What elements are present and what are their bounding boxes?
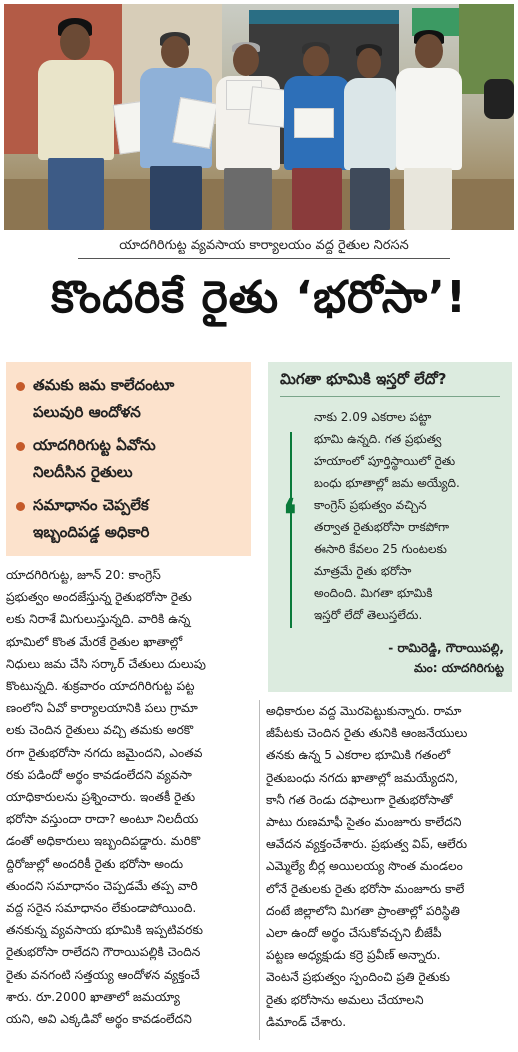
photo-caption: యాదగిరిగుట్ట వ్యవసాయ కార్యాలయం వద్ద రైతుల నిరసన [119, 238, 409, 253]
photo-motorbike [484, 79, 514, 119]
sidebox-body: నాకు 2.09 ఎకరాల పట్టా భూమి ఉన్నది. గత ప్రభుత్వ హయాంలో పూర్తిస్థాయిలో రైతు బంధు భూతాల్లో జమ అయ్యేది. కాంగ్రెస్ ప్రభుత్వం వచ్చిన తర్వాత రైతుభరోసా రాకపోగా ఈసారి కేవలం 25 గుంటలకు మాత్రమే రైతు భరోసా అందింది. మిగతా భూమికి ఇస్తరో లేదో తెలుస్తలేదు. [314, 410, 460, 622]
person-6 [392, 30, 464, 230]
highlights-box [6, 362, 251, 556]
bullet-icon [16, 442, 25, 451]
highlight-text: సమాధానం చెప్పలేక ఇబ్బందిపడ్డ అధికారి [33, 496, 150, 541]
highlight-item [16, 432, 243, 486]
quote-attribution: - రామిరెడ్డి, గౌరాయిపల్లి, మం: యాదగిరిగుట్ట [388, 641, 504, 675]
sidebox-title: మిగతా భూమికి ఇస్తరో లేదో? [280, 370, 447, 388]
highlight-item [16, 492, 243, 546]
article-column-1: యాదగిరిగుట్ట, జూన్ 20: కాంగ్రెస్ ప్రభుత్వం అందజేస్తున్న రైతుభరోసా రైతు లకు నిరాశే మిగులుస్తున్నది. వారికి ఉన్న భూమిలో కొంత మేరకే రైతుల ఖాతాల్లో నిధులు జమ చేసి సర్కార్ చేతులు దులుపు కొంటున్నది. శుక్రవారం యాదగిరిగుట్ట పట్ట ణంలోని ఏవో కార్యాలయానికి పలు గ్రామా లకు చెందిన రైతులు వచ్చి తమకు అరకొ రగా రైతుభరోసా నగదు జమైందని, ఎంతవ రకు పడిందో అర్థం కావడంలేదని వ్యవసా యాధికారులను ప్రశ్నించారు. ఇంతకీ రైతు భరోసా వస్తుందా రాదా? అంటూ నిలదీయ డంతో అధికారులు ఇబ్బందిపడ్డారు. మరికొ ద్దిరోజుల్లో అందరికీ రైతు భరోసా అందు తుందని సమాధానం చెప్పడమే తప్ప వారి వద్ద సరైన సమాధానం లేకుండాపోయింది. తనకున్న వ్యవసాయ భూమికి ఇప్పటివరకు రైతుభరోసా రాలేదని గౌరాయిపల్లికి చెందిన రైతు వనగంటి సత్తయ్య ఆందోళన వ్యక్తంచే శారు. రూ.2000 ఖాతాలో జమయ్యా యని, అవి ఎక్కడివో అర్థం కావడంలేదని [6, 568, 206, 1027]
bullet-icon [16, 502, 25, 511]
bullet-icon [16, 382, 25, 391]
quote-sidebox [268, 362, 512, 692]
document-paper [294, 108, 334, 138]
highlight-text: యాదగిరిగుట్ట ఏవోను నిలదీసిన రైతులు [33, 436, 156, 481]
article-column-2: అధికారుల వద్ద మొరపెట్టుకున్నారు. రామా జీపేటకు చెందిన రైతు తునికి ఆంజనేయులు తనకు ఉన్న 5 ఎకరాల భూమికి గతంలో రైతుబంధు నగదు ఖాతాల్లో జమయ్యేదని, కానీ గత రెండు దఫాలుగా రైతుభరోసాతో పాటు రుణమాఫీ సైతం మంజూరు కాలేదని ఆవేదన వ్యక్తంచేశారు. ప్రభుత్వ విప్, ఆలేరు ఎమ్మెల్యే బీర్ల అయిలయ్య సొంత మండలం లోనే రైతులకు రైతు భరోసా మంజూరు కాలే దంటే జిల్లాలోని మిగతా ప్రాంతాల్లో పరిస్థితి ఎలా ఉందో అర్థం చేసుకోవచ్చని బీజేపీ పట్టణ అధ్యక్షుడు కర్రె ప్రవీణ్ అన్నారు. వెంటనే ప్రభుత్వం స్పందించి ప్రతి రైతుకు రైతు భరోసాను అమలు చేయాలని డిమాండ్ చేశారు. [266, 704, 468, 1029]
person-1 [32, 18, 122, 230]
headline: కొందరికే రైతు ‘భరోసా’! [51, 272, 467, 323]
news-photo [4, 4, 514, 230]
highlight-item [16, 372, 243, 426]
highlight-text: తమకు జమ కాలేదంటూ పలువురి ఆందోళన [33, 376, 175, 421]
sidebox-divider [280, 396, 500, 397]
person-3 [214, 42, 282, 230]
document-paper [172, 97, 217, 149]
person-5 [342, 44, 398, 230]
caption-divider [78, 258, 450, 259]
column-divider [259, 700, 260, 1040]
quote-mark-icon: ❛ [283, 490, 297, 539]
